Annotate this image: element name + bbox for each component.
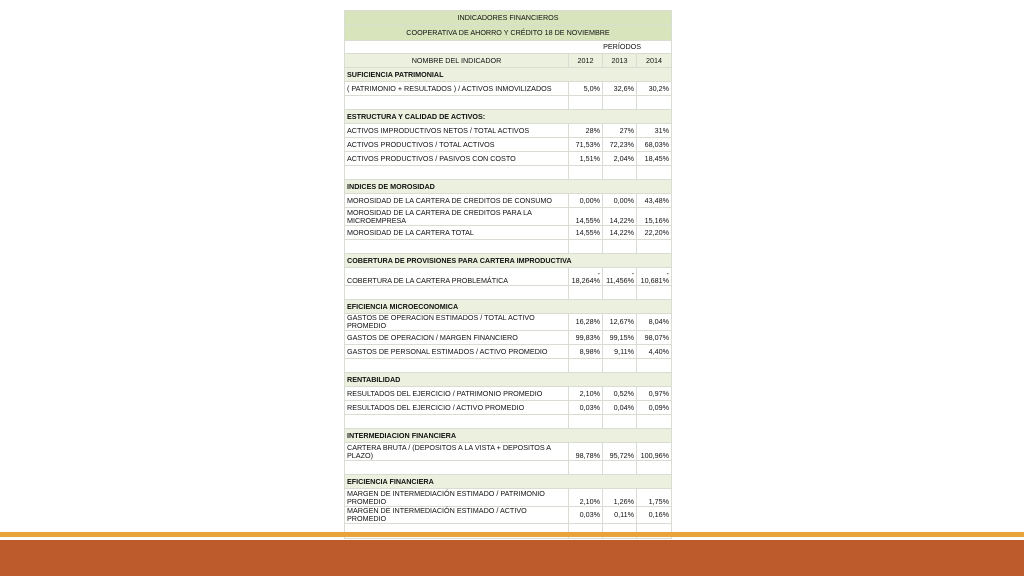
footer-bar: [0, 540, 1024, 576]
indicator-value-text: 98,78%: [575, 451, 600, 460]
indicator-value-text: 0,00%: [579, 195, 600, 205]
financial-indicators-table-wrapper: [344, 10, 671, 539]
year-header: 2012: [569, 54, 603, 68]
indicator-value-text: 100,96%: [640, 451, 670, 460]
periods-label: PERÍODOS: [345, 41, 672, 54]
negative-sign-mark: -: [631, 269, 634, 278]
table-title: INDICADORES FINANCIEROS: [345, 11, 672, 26]
indicator-name: MOROSIDAD DE LA CARTERA TOTAL: [345, 226, 569, 240]
section-row: [345, 300, 672, 314]
table-row: [345, 152, 672, 166]
indicator-value: [637, 208, 672, 226]
indicator-name: COBERTURA DE LA CARTERA PROBLEMÁTICA: [345, 268, 569, 286]
indicator-name: CARTERA BRUTA / (DEPOSITOS A LA VISTA + DEPOSITOS A PLAZO): [345, 443, 569, 461]
indicator-value: [603, 387, 637, 401]
indicator-value-text: 0,52%: [613, 388, 634, 398]
indicator-value-text: 71,53%: [575, 139, 600, 149]
indicator-value-text: 0,04%: [613, 402, 634, 412]
spacer-row: [345, 461, 672, 475]
indicator-value-text: 95,72%: [609, 451, 634, 460]
indicator-name: ACTIVOS PRODUCTIVOS / PASIVOS CON COSTO: [345, 152, 569, 166]
indicator-value-text: 12,67%: [609, 317, 634, 326]
spacer-row: [345, 240, 672, 254]
periods-row: [345, 41, 672, 54]
section-title: EFICIENCIA FINANCIERA: [345, 475, 672, 489]
indicator-value: [637, 489, 672, 507]
footer-accent-stripe: [0, 532, 1024, 537]
section-title: INTERMEDIACION FINANCIERA: [345, 429, 672, 443]
indicator-value: [603, 152, 637, 166]
indicator-value: [603, 314, 637, 331]
indicator-value: [569, 208, 603, 226]
indicator-name: MOROSIDAD DE LA CARTERA DE CREDITOS PARA LA MICROEMPRESA: [345, 208, 569, 226]
indicator-value-text: 14,22%: [609, 216, 634, 225]
indicator-value-text: 98,07%: [644, 332, 670, 342]
indicator-value: [569, 194, 603, 208]
indicator-value-text: 72,23%: [609, 139, 634, 149]
indicator-value-text: 68,03%: [644, 139, 670, 149]
table-title-row: [345, 11, 672, 26]
indicator-value: [569, 387, 603, 401]
section-title: EFICIENCIA MICROECONOMICA: [345, 300, 672, 314]
indicator-value: [637, 82, 672, 96]
indicator-value: [569, 82, 603, 96]
indicator-name: ACTIVOS PRODUCTIVOS / TOTAL ACTIVOS: [345, 138, 569, 152]
indicator-value: [569, 138, 603, 152]
spacer-row: [345, 166, 672, 180]
table-row: [345, 226, 672, 240]
indicator-value: [569, 401, 603, 415]
year-header: 2014: [637, 54, 672, 68]
indicator-value: [603, 268, 637, 286]
indicator-value-text: 0,11%: [614, 510, 634, 519]
indicator-name: MARGEN DE INTERMEDIACIÓN ESTIMADO / PATRIMONIO PROMEDIO: [345, 489, 569, 507]
indicator-value-text: 0,97%: [648, 388, 670, 398]
indicator-value: [603, 331, 637, 345]
table-row: [345, 507, 672, 524]
indicator-value-text: 27%: [619, 125, 634, 135]
indicator-value-text: 8,04%: [648, 317, 670, 326]
table-row: [345, 268, 672, 286]
indicator-value-text: 4,40%: [648, 346, 670, 356]
indicator-value: [637, 387, 672, 401]
indicator-value-text: 2,04%: [613, 153, 634, 163]
table-row: [345, 387, 672, 401]
indicator-value-text: 2,10%: [579, 497, 600, 506]
indicator-value: [637, 507, 672, 524]
indicator-value: [637, 268, 672, 286]
table-row: [345, 489, 672, 507]
indicator-value-text: 43,48%: [644, 195, 670, 205]
indicator-value-text: 0,16%: [648, 510, 670, 519]
indicator-name: RESULTADOS DEL EJERCICIO / PATRIMONIO PROMEDIO: [345, 387, 569, 401]
indicator-value-text: 2,10%: [579, 388, 600, 398]
indicator-value-text: 18,45%: [644, 153, 670, 163]
table-row: [345, 194, 672, 208]
indicator-value: [637, 138, 672, 152]
section-row: [345, 180, 672, 194]
section-row: [345, 475, 672, 489]
section-row: [345, 68, 672, 82]
indicator-value-text: 14,55%: [575, 227, 600, 237]
indicator-value-text: 16,28%: [575, 317, 600, 326]
indicator-value: [569, 345, 603, 359]
indicator-value-text: 11,456%: [606, 276, 634, 285]
table-subtitle: COOPERATIVA DE AHORRO Y CRÉDITO 18 DE NOVIEMBRE: [345, 26, 672, 41]
table-row: [345, 401, 672, 415]
indicator-value: [637, 314, 672, 331]
table-row: [345, 138, 672, 152]
indicator-value: [603, 507, 637, 524]
indicator-value-text: 22,20%: [644, 227, 670, 237]
indicator-name: RESULTADOS DEL EJERCICIO / ACTIVO PROMEDIO: [345, 401, 569, 415]
indicator-value-text: 0,00%: [613, 195, 634, 205]
section-row: [345, 429, 672, 443]
indicator-value: [603, 138, 637, 152]
table-row: [345, 345, 672, 359]
section-title: ESTRUCTURA Y CALIDAD DE ACTIVOS:: [345, 110, 672, 124]
indicator-value-text: 0,03%: [579, 510, 600, 519]
spacer-row: [345, 286, 672, 300]
indicator-value: [603, 194, 637, 208]
indicator-value: [569, 268, 603, 286]
indicator-value-text: 30,2%: [648, 83, 670, 93]
indicator-value: [637, 124, 672, 138]
spacer-row: [345, 96, 672, 110]
indicator-value-text: 9,11%: [614, 346, 634, 356]
indicator-value: [603, 443, 637, 461]
indicator-value-text: 0,03%: [579, 402, 600, 412]
indicator-value-text: 18,264%: [571, 276, 600, 285]
indicator-value: [637, 331, 672, 345]
indicator-value-text: 14,22%: [609, 227, 634, 237]
indicator-value: [569, 152, 603, 166]
indicator-value: [637, 226, 672, 240]
column-header-row: [345, 54, 672, 68]
section-title: SUFICIENCIA PATRIMONIAL: [345, 68, 672, 82]
indicator-name-header: NOMBRE DEL INDICADOR: [345, 54, 569, 68]
table-row: [345, 314, 672, 331]
table-row: [345, 82, 672, 96]
section-row: [345, 373, 672, 387]
indicator-value: [569, 331, 603, 345]
indicator-value-text: 0,09%: [648, 402, 670, 412]
indicator-value-text: 32,6%: [613, 83, 634, 93]
indicator-value: [603, 82, 637, 96]
indicator-name: ( PATRIMONIO + RESULTADOS ) / ACTIVOS INMOVILIZADOS: [345, 82, 569, 96]
indicator-value: [569, 507, 603, 524]
section-title: INDICES DE MOROSIDAD: [345, 180, 672, 194]
indicator-value-text: 1,75%: [648, 497, 670, 506]
indicator-value-text: 31%: [654, 125, 670, 135]
section-title: COBERTURA DE PROVISIONES PARA CARTERA IMPRODUCTIVA: [345, 254, 672, 268]
table-subtitle-row: [345, 26, 672, 41]
table-row: [345, 124, 672, 138]
spacer-row: [345, 415, 672, 429]
indicator-value-text: 1,26%: [613, 497, 634, 506]
indicator-value: [637, 152, 672, 166]
indicator-value-text: 5,0%: [583, 83, 600, 93]
indicator-value-text: 8,98%: [579, 346, 600, 356]
indicator-value: [569, 226, 603, 240]
indicator-value: [603, 401, 637, 415]
indicator-value-text: 28%: [585, 125, 600, 135]
indicator-value: [569, 124, 603, 138]
indicator-value-text: 10,681%: [640, 276, 670, 285]
indicator-value-text: 1,51%: [579, 153, 600, 163]
indicator-value-text: 99,83%: [575, 332, 600, 342]
indicator-name: GASTOS DE PERSONAL ESTIMADOS / ACTIVO PROMEDIO: [345, 345, 569, 359]
section-title: RENTABILIDAD: [345, 373, 672, 387]
indicator-name: ACTIVOS IMPRODUCTIVOS NETOS / TOTAL ACTIVOS: [345, 124, 569, 138]
section-row: [345, 110, 672, 124]
spacer-row: [345, 359, 672, 373]
table-row: [345, 208, 672, 226]
year-header: 2013: [603, 54, 637, 68]
indicator-value: [603, 345, 637, 359]
indicator-value: [637, 443, 672, 461]
indicator-value: [569, 314, 603, 331]
indicator-value: [637, 194, 672, 208]
table-row: [345, 443, 672, 461]
indicator-value-text: 15,16%: [644, 216, 670, 225]
indicator-value: [603, 124, 637, 138]
indicator-value: [603, 226, 637, 240]
indicator-value-text: 99,15%: [609, 332, 634, 342]
negative-sign-mark: -: [666, 269, 670, 278]
indicator-value: [603, 489, 637, 507]
financial-indicators-table: [344, 10, 672, 539]
indicator-value: [603, 208, 637, 226]
indicator-name: MARGEN DE INTERMEDIACIÓN ESTIMADO / ACTIVO PROMEDIO: [345, 507, 569, 524]
indicator-value: [569, 443, 603, 461]
indicator-name: MOROSIDAD DE LA CARTERA DE CREDITOS DE CONSUMO: [345, 194, 569, 208]
indicator-value: [569, 489, 603, 507]
table-row: [345, 331, 672, 345]
section-row: [345, 254, 672, 268]
indicator-value: [637, 345, 672, 359]
indicator-name: GASTOS DE OPERACION / MARGEN FINANCIERO: [345, 331, 569, 345]
indicator-value-text: 14,55%: [575, 216, 600, 225]
indicator-name: GASTOS DE OPERACION ESTIMADOS / TOTAL ACTIVO PROMEDIO: [345, 314, 569, 331]
indicator-value: [637, 401, 672, 415]
negative-sign-mark: -: [597, 269, 600, 278]
